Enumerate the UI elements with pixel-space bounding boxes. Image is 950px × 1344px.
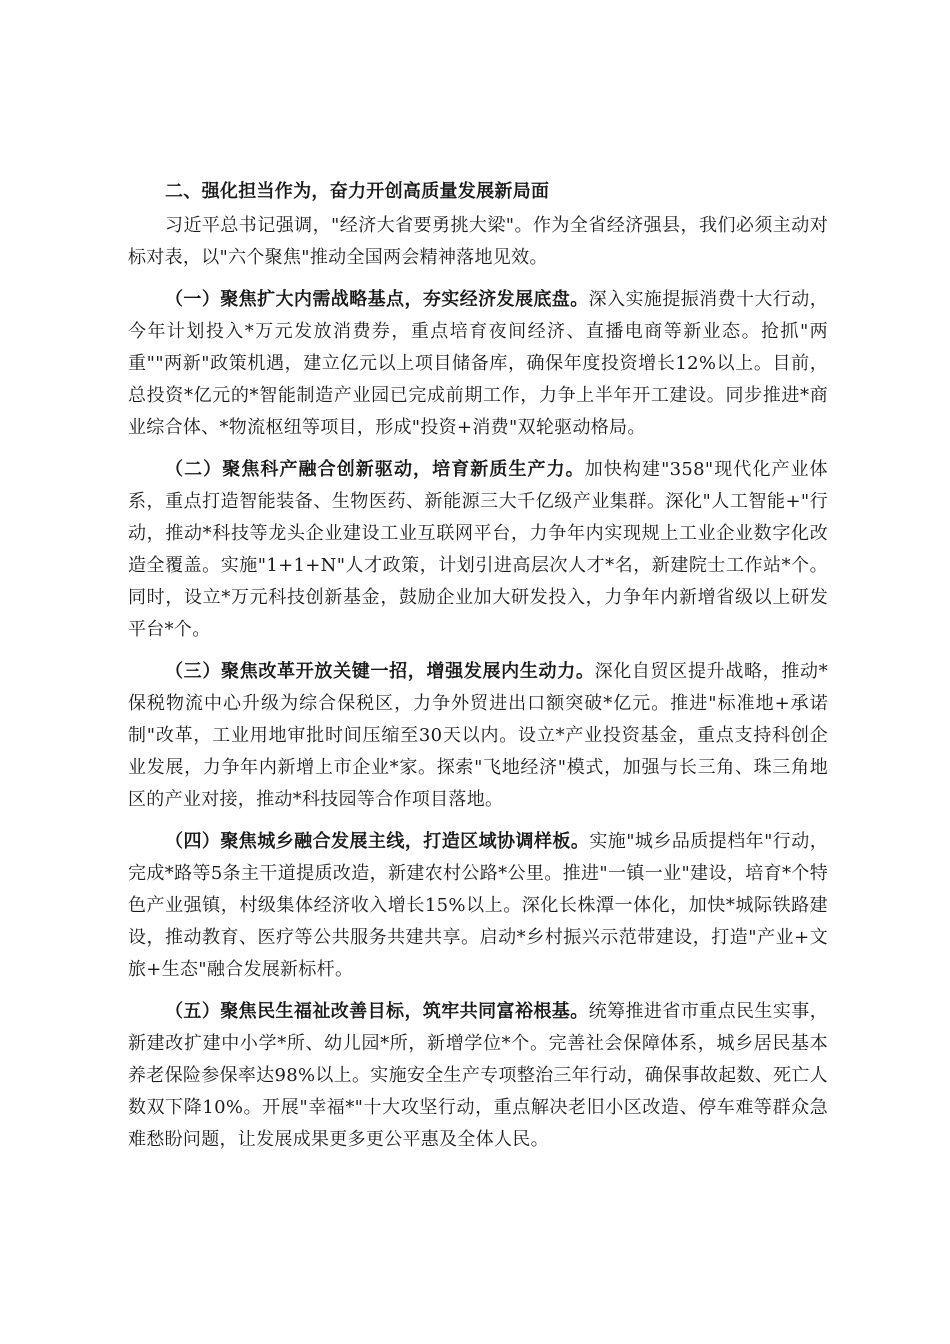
paragraph-2-lead: （二）聚焦科产融合创新驱动，培育新质生产力。 (165, 459, 585, 480)
paragraph-5-body: 统筹推进省市重点民生实事，新建改扩建中小学*所、幼儿园*所，新增学位*个。完善社会保障体系，城乡居民基本养老保险参保率达98%以上。实施安全生产专项整治三年行动，确保事故起数、死亡人数双下降10%。开展"幸福*"十大攻坚行动，重点解决老旧小区改造、停车难等群众急难愁盼问题，让发展成果更多更公平惠及全体人民。 (128, 1001, 828, 1150)
paragraph-3-lead: （三）聚焦改革开放关键一招，增强发展内生动力。 (165, 661, 595, 682)
paragraph-1 (128, 284, 828, 444)
section-heading: 二、强化担当作为，奋力开创高质量发展新局面 (165, 181, 550, 202)
paragraph-3 (128, 656, 828, 816)
document-body (128, 176, 828, 1166)
paragraph-2 (128, 454, 828, 646)
paragraph-5 (128, 996, 828, 1156)
paragraph-1-body: 深入实施提振消费十大行动，今年计划投入*万元发放消费券，重点培育夜间经济、直播电商等新业态。抢抓"两重""两新"政策机遇，建立亿元以上项目储备库，确保年度投资增长12%以上。目前，总投资*亿元的*智能制造产业园已完成前期工作，力争上半年开工建设。同步推进*商业综合体、*物流枢纽等项目，形成"投资+消费"双轮驱动格局。 (128, 289, 828, 438)
paragraph-3-body: 深化自贸区提升战略，推动*保税物流中心升级为综合保税区，力争外贸进出口额突破*亿元。推进"标准地+承诺制"改革，工业用地审批时间压缩至30天以内。设立*产业投资基金，重点支持科创企业发展，力争年内新增上市企业*家。探索"飞地经济"模式，加强与长三角、珠三角地区的产业对接，推动*科技园等合作项目落地。 (128, 661, 828, 810)
paragraph-4-body: 实施"城乡品质提档年"行动，完成*路等5条主干道提质改造，新建农村公路*公里。推进"一镇一业"建设，培育*个特色产业强镇，村级集体经济收入增长15%以上。深化长株潭一体化，加快*城际铁路建设，推动教育、医疗等公共服务共建共享。启动*乡村振兴示范带建设，打造"产业+文旅+生态"融合发展新标杆。 (128, 831, 828, 980)
paragraph-4 (128, 826, 828, 986)
intro-paragraph: 习近平总书记强调，"经济大省要勇挑大梁"。作为全省经济强县，我们必须主动对标对表，以"六个聚焦"推动全国两会精神落地见效。 (128, 215, 828, 268)
paragraph-2-body: 加快构建"358"现代化产业体系，重点打造智能装备、生物医药、新能源三大千亿级产业集群。深化"人工智能+"行动，推动*科技等龙头企业建设工业互联网平台，力争年内实现规上工业企业数字化改造全覆盖。实施"1+1+N"人才政策，计划引进高层次人才*名，新建院士工作站*个。同时，设立*万元科技创新基金，鼓励企业加大研发投入，力争年内新增省级以上研发平台*个。 (128, 459, 828, 640)
paragraph-4-lead: （四）聚焦城乡融合发展主线，打造区域协调样板。 (165, 831, 590, 852)
paragraph-5-lead: （五）聚焦民生福祉改善目标，筑牢共同富裕根基。 (165, 1001, 589, 1022)
paragraph-1-lead: （一）聚焦扩大内需战略基点，夯实经济发展底盘。 (165, 289, 589, 310)
